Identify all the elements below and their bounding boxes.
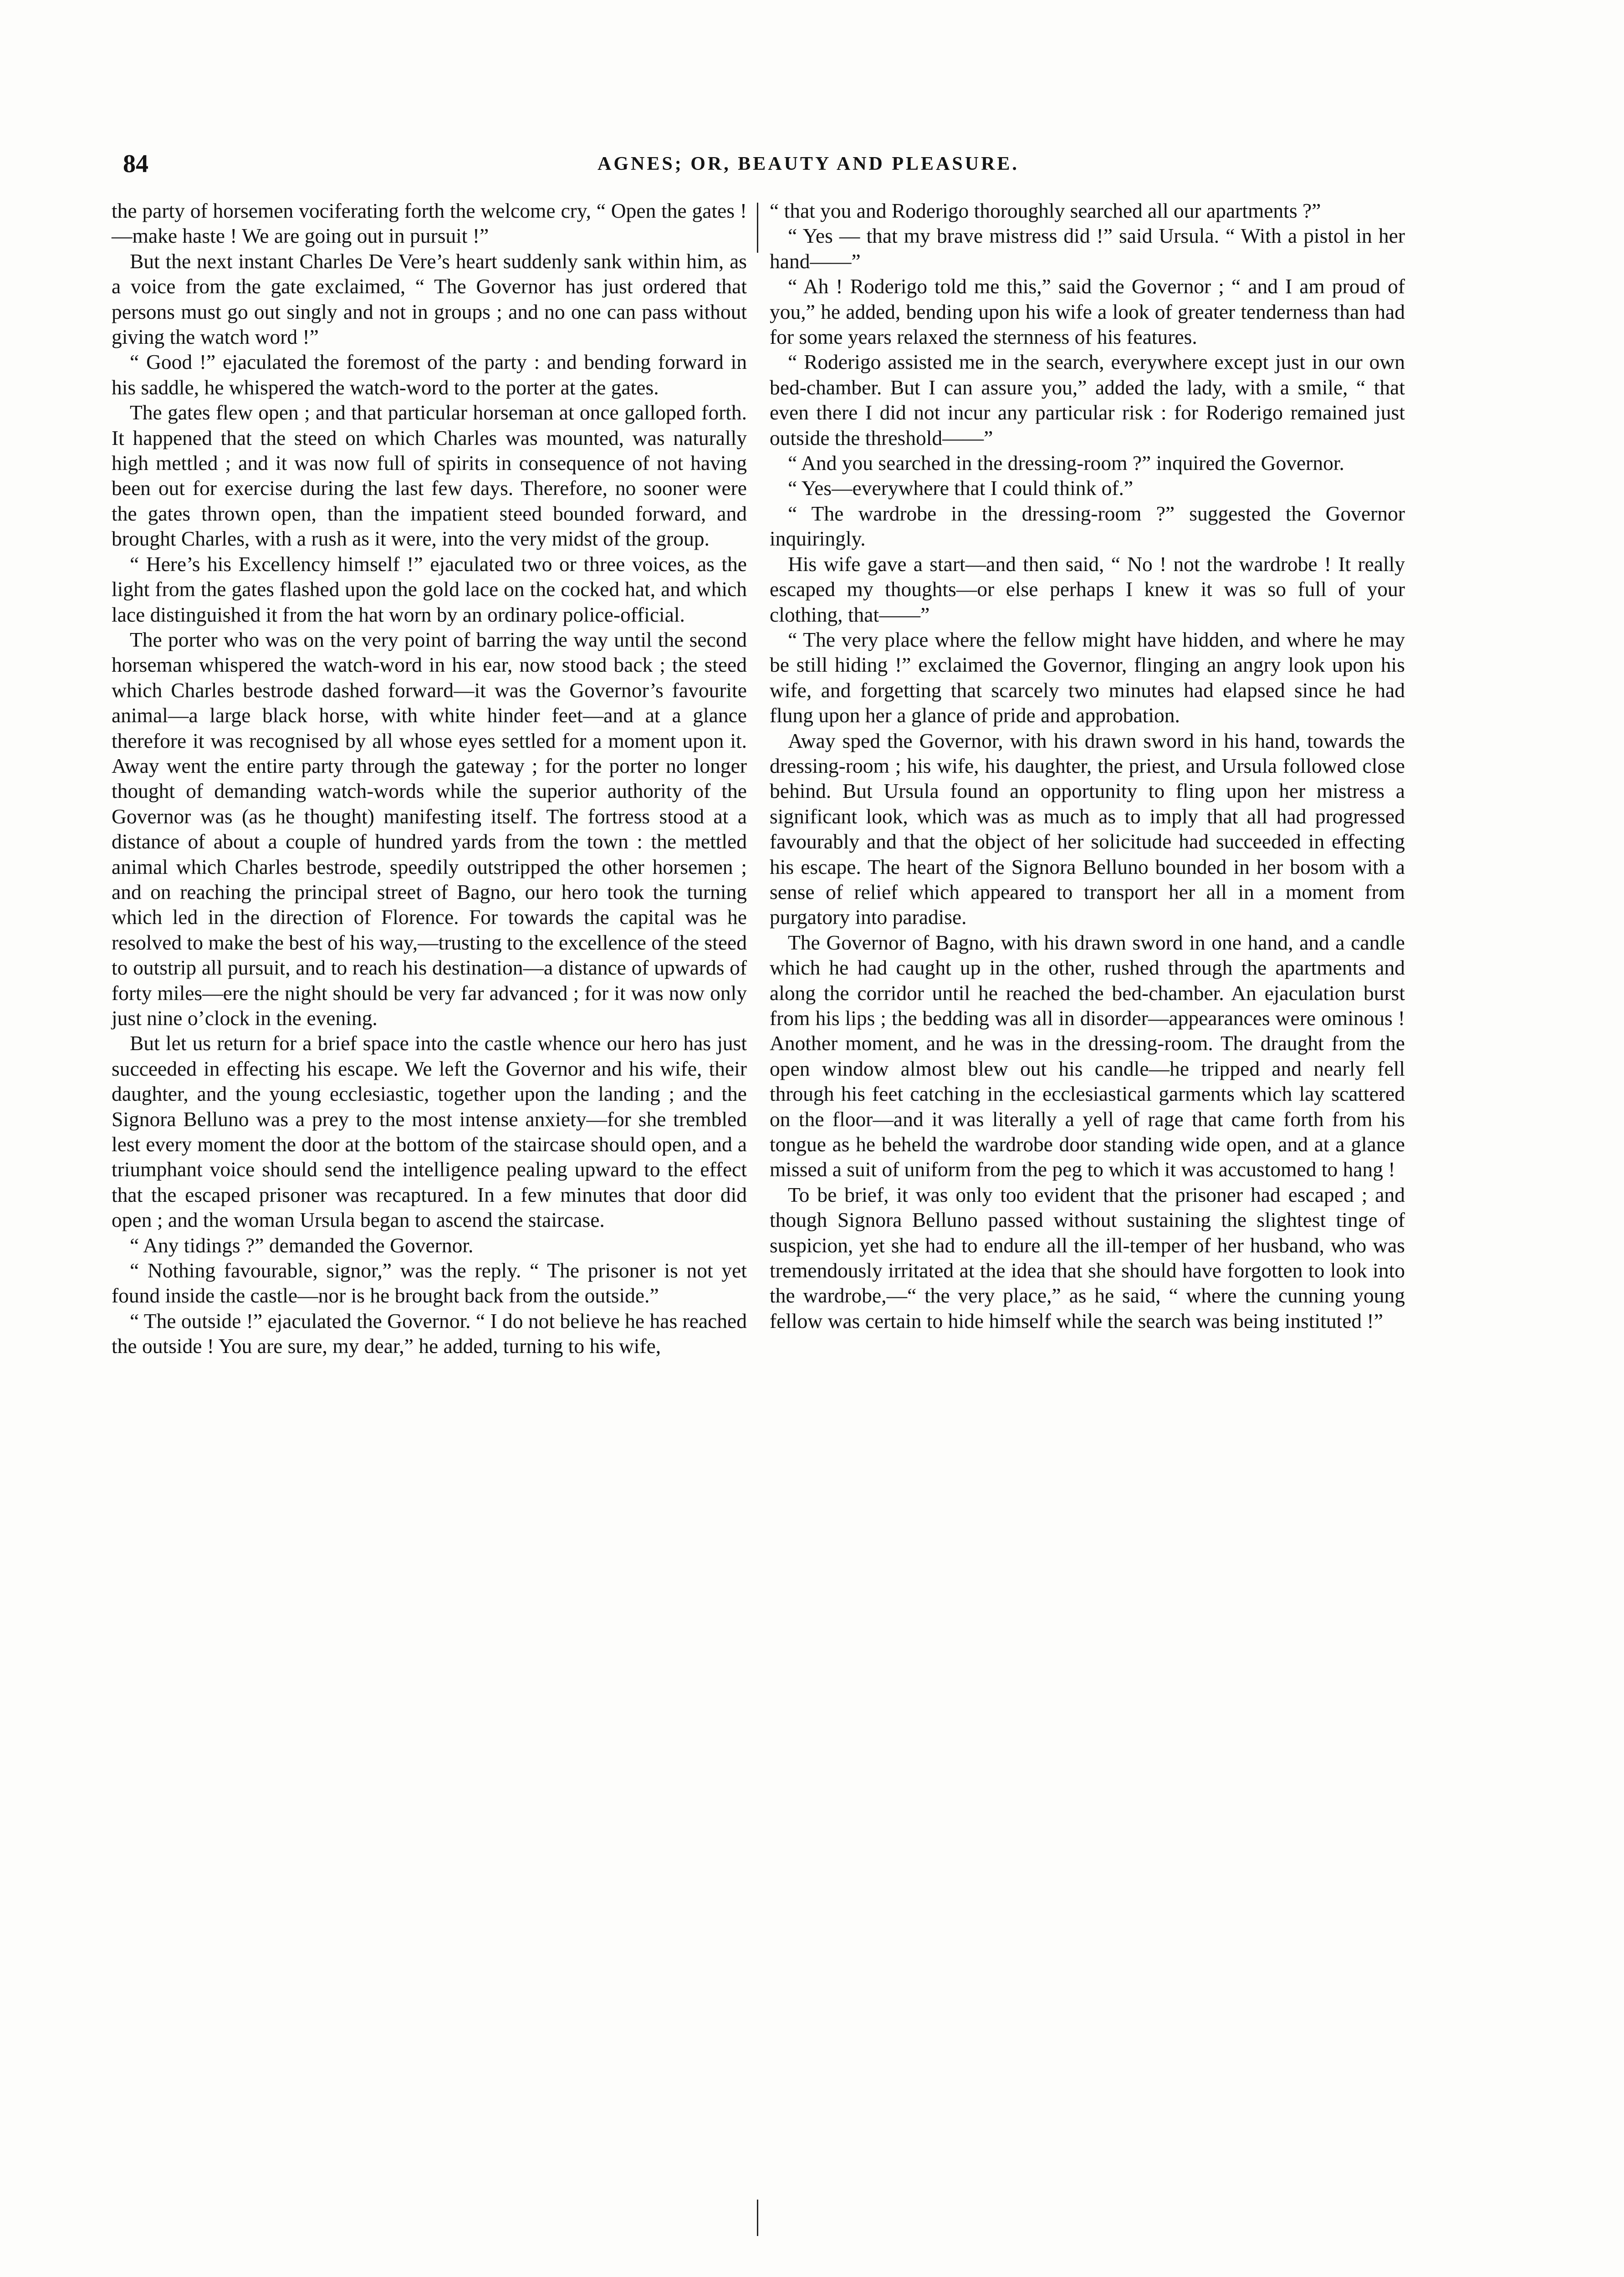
- paragraph: “ Good !” ejaculated the foremost of the party : and bending forward in his saddle, he whispered the watch-word to the porter at the gates.: [112, 350, 747, 399]
- paragraph: “ The wardrobe in the dressing-room ?” suggested the Governor inquiringly.: [770, 501, 1405, 551]
- paragraph: The porter who was on the very point of barring the way until the second horseman whispered the watch-word in his ear, now stood back ; the steed which Charles bestrode dashed forward—it was the Governor’s favourite animal—a large black horse, with white hinder feet—and at a glance therefore it was recognised by all whose eyes settled for a moment upon it. Away went the entire party through the gateway ; for the porter no longer thought of demanding watch-words while the superior authority of the Governor was (as he thought) manifesting itself. The fortress stood at a distance of about a couple of hundred yards from the town : the mettled animal which Charles bestrode, speedily outstripped the other horsemen ; and on reaching the principal street of Bagno, our hero took the turning which led in the direction of Florence. For towards the capital was he resolved to make the best of his way,—trusting to the excellence of the steed to outstrip all pursuit, and to reach his destination—a distance of upwards of forty miles—ere the night should be very far advanced ; for it was now only just nine o’clock in the evening.: [112, 628, 747, 1030]
- page-number: 84: [123, 150, 148, 178]
- paragraph: Away sped the Governor, with his drawn sword in his hand, towards the dressing-room ; his wife, his daughter, the priest, and Ursula followed close behind. But Ursula found an opportunity to fling upon her mistress a significant look, which was as much as to imply that all had progressed favourably and that the object of her solicitude had succeeded in effecting his escape. The heart of the Signora Belluno bounded in her bosom with a sense of relief which appeared to transport her all in a moment from purgatory into paradise.: [770, 729, 1405, 929]
- paragraph: “ Roderigo assisted me in the search, everywhere except just in our own bed-chamber. But I can assure you,” added the lady, with a smile, “ that even there I did not incur any particular risk : for Roderigo remained just outside the threshold——”: [770, 350, 1405, 449]
- paragraph: “ Any tidings ?” demanded the Governor.: [130, 1233, 474, 1257]
- paragraph: “ Yes — that my brave mistress did !” said Ursula. “ With a pistol in her hand——”: [770, 224, 1405, 273]
- paragraph: “ And you searched in the dressing-room ?” inquired the Governor.: [788, 451, 1344, 475]
- right-column: [770, 198, 1405, 1333]
- paragraph: But the next instant Charles De Vere’s heart suddenly sank within him, as a voice from the gate exclaimed, “ The Governor has just ordered that persons must go out singly and not in groups ; and no one can pass without giving the watch word !”: [112, 249, 747, 349]
- paragraph: “ Here’s his Excellency himself !” ejaculated two or three voices, as the light from the gates flashed upon the gold lace on the cocked hat, and which lace distinguished it from the hat worn by an ordinary police-official.: [112, 552, 747, 626]
- page-header: [123, 150, 1494, 178]
- paragraph: the party of horsemen vociferating forth the welcome cry, “ Open the gates !—make haste ! We are going out in pursuit !”: [112, 199, 747, 248]
- column-divider-bottom: [757, 2200, 758, 2236]
- paragraph: “ The very place where the fellow might have hidden, and where he may be still hiding !” exclaimed the Governor, flinging an angry look upon his wife, and forgetting that scarcely two minutes had elapsed since he had flung upon her a glance of pride and approbation.: [770, 628, 1405, 727]
- paragraph: But let us return for a brief space into the castle whence our hero has just succeeded in effecting his escape. We left the Governor and his wife, their daughter, and the young ecclesiastic, together upon the landing ; and the Signora Belluno was a prey to the most intense anxiety—for she trembled lest every moment the door at the bottom of the staircase should open, and a triumphant voice should send the intelligence pealing upward to the effect that the escaped prisoner was recaptured. In a few minutes that door did open ; and the woman Ursula began to ascend the staircase.: [112, 1031, 747, 1232]
- paragraph: “ that you and Roderigo thoroughly searched all our apartments ?”: [770, 199, 1321, 222]
- paragraph: His wife gave a start—and then said, “ No ! not the wardrobe ! It really escaped my thoughts—or else perhaps I knew it was so full of your clothing, that——”: [770, 552, 1405, 626]
- column-divider-top: [757, 203, 758, 253]
- running-title: AGNES; OR, BEAUTY AND PLEASURE.: [598, 153, 1019, 174]
- left-column: [112, 198, 747, 1359]
- paragraph: The gates flew open ; and that particular horseman at once galloped forth. It happened that the steed on which Charles was mounted, was naturally high mettled ; and it was now full of spirits in consequence of not having been out for exercise during the last few days. Therefore, no sooner were the gates thrown open, than the impatient steed bounded forward, and brought Charles, with a rush as it were, into the very midst of the group.: [112, 401, 747, 551]
- paragraph: “ Nothing favourable, signor,” was the reply. “ The prisoner is not yet found inside the castle—nor is he brought back from the outside.”: [112, 1259, 747, 1307]
- paragraph: “ Yes—everywhere that I could think of.”: [788, 476, 1134, 500]
- paragraph: To be brief, it was only too evident that the prisoner had escaped ; and though Signora Belluno passed without sustaining the slightest tinge of suspicion, yet she had to endure all the ill-temper of her husband, who was tremendously irritated at the idea that she should have forgotten to look into the wardrobe,—“ the very place,” as he said, “ where the cunning young fellow was certain to hide himself while the search was being instituted !”: [770, 1183, 1405, 1333]
- paragraph: The Governor of Bagno, with his drawn sword in one hand, and a candle which he had caught up in the other, rushed through the apartments and along the corridor until he reached the bed-chamber. An ejaculation burst from his lips ; the bedding was all in disorder—appearances were ominous ! Another moment, and he was in the dressing-room. The draught from the open window almost blew out his candle—he tripped and nearly fell through his feet catching in the ecclesiastical garments which lay scattered on the floor—and it was literally a yell of rage that came forth from his tongue as he beheld the wardrobe door standing wide open, and at a glance missed a suit of uniform from the peg to which it was accustomed to hang !: [770, 930, 1405, 1181]
- paragraph: “ The outside !” ejaculated the Governor. “ I do not believe he has reached the outside ! You are sure, my dear,” he added, turning to his wife,: [112, 1309, 747, 1358]
- paragraph: “ Ah ! Roderigo told me this,” said the Governor ; “ and I am proud of you,” he added, bending upon his wife a look of greater tenderness than had for some years relaxed the sternness of his features.: [770, 275, 1405, 349]
